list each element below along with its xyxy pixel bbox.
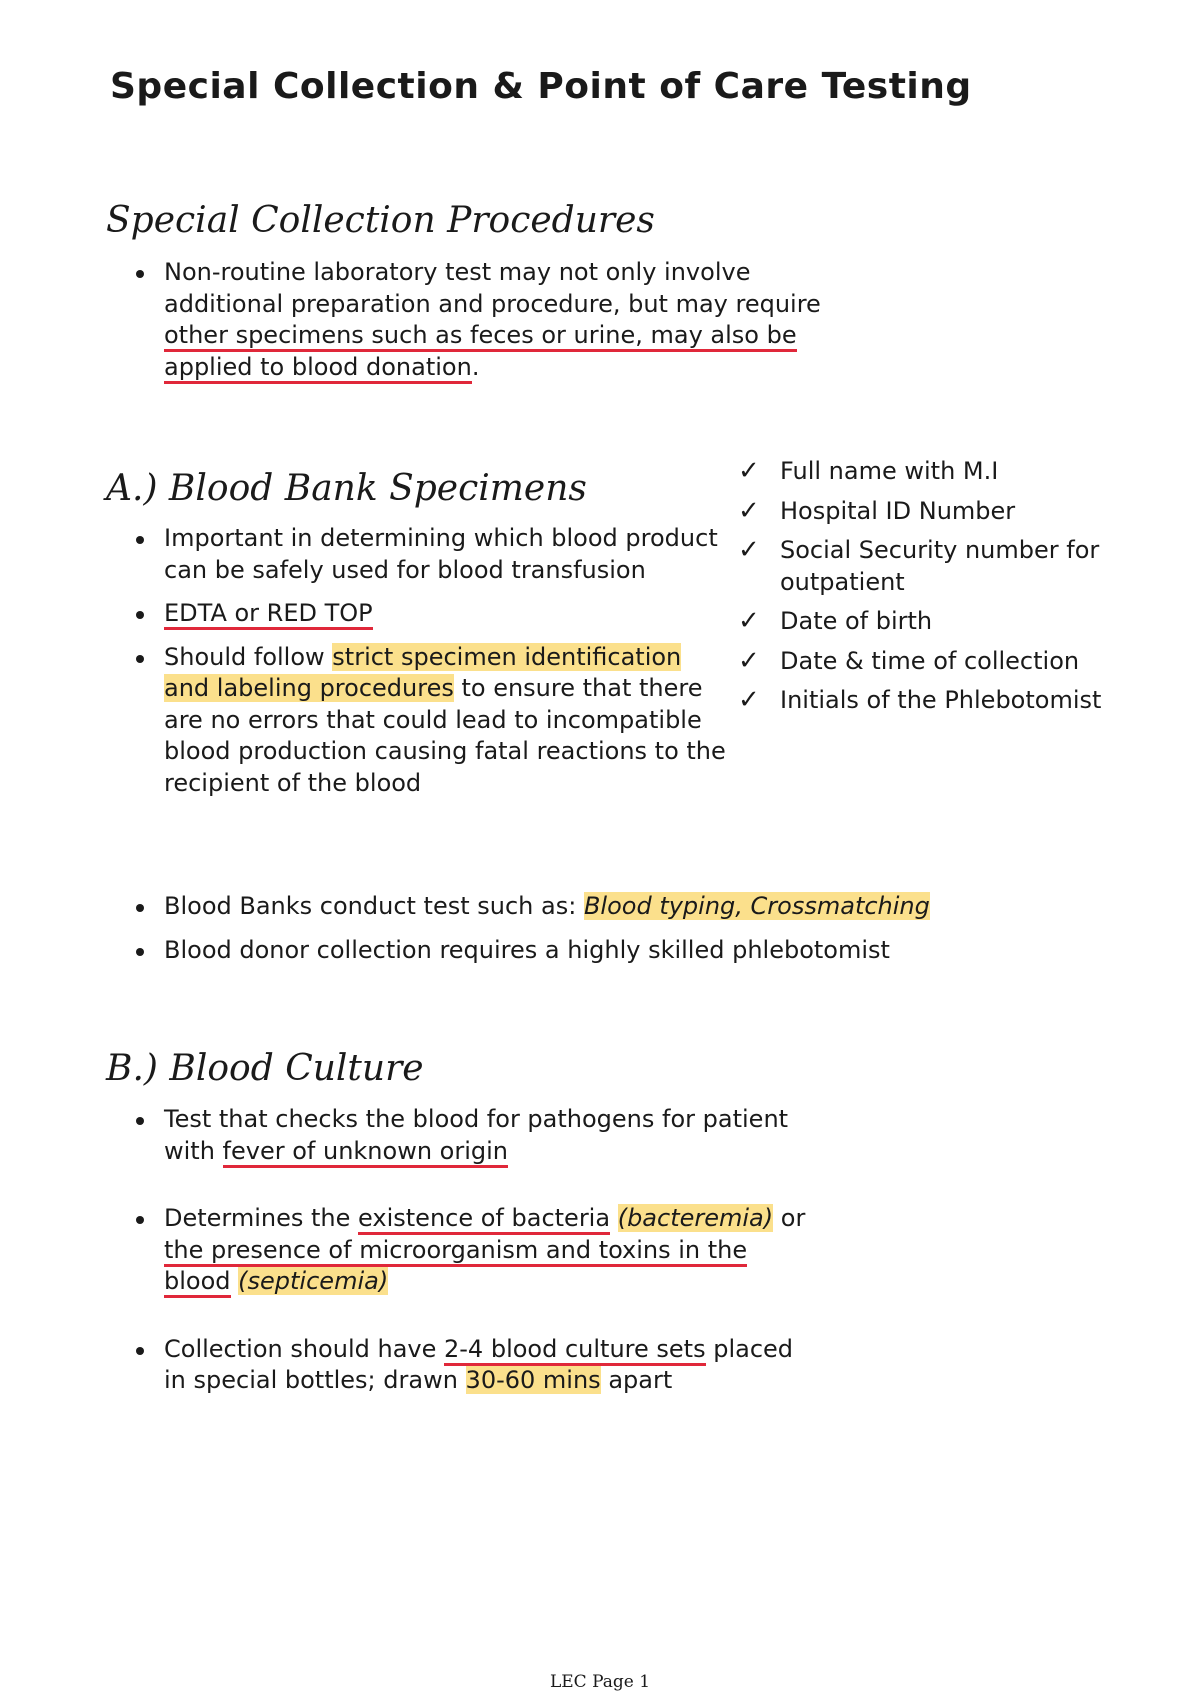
bullet-text bbox=[231, 1267, 239, 1295]
bullet-text: Should follow bbox=[164, 642, 333, 671]
checklist-item bbox=[738, 685, 1158, 717]
blood-bank-list bbox=[133, 523, 733, 799]
section-heading-blood-culture: B.) Blood Culture bbox=[106, 1048, 424, 1089]
list-item bbox=[133, 598, 733, 630]
highlighted-text: 30-60 mins bbox=[465, 1366, 601, 1394]
bullet-text: Collection should have bbox=[164, 1334, 444, 1363]
checklist-text: Social Security number for outpatient bbox=[780, 536, 1100, 596]
bullet-text: or bbox=[773, 1204, 806, 1232]
underlined-text: other specimens such as feces or urine, may also be applied to blood donation bbox=[164, 321, 797, 384]
bullet-text: Determines the bbox=[164, 1204, 359, 1232]
list-item bbox=[133, 1334, 813, 1397]
highlighted-text: Blood typing, Crossmatching bbox=[583, 892, 930, 920]
blood-culture-list bbox=[133, 1104, 813, 1397]
underlined-text: EDTA or RED TOP bbox=[164, 599, 373, 630]
checklist-item bbox=[738, 456, 1158, 488]
list-item bbox=[133, 257, 853, 383]
checklist-text: Full name with M.I bbox=[780, 457, 999, 485]
check-icon: ✓ bbox=[738, 645, 760, 676]
list-item: Important in determining which blood product can be safely used for blood transfusion bbox=[133, 523, 733, 586]
bullet-text: apart bbox=[600, 1366, 673, 1394]
list-item bbox=[133, 642, 733, 800]
list-item: Blood donor collection requires a highly skilled phlebotomist bbox=[133, 935, 1033, 967]
section-heading-blood-bank: A.) Blood Bank Specimens bbox=[106, 468, 587, 509]
bullet-text: Test that checks the blood for pathogens for patient with bbox=[164, 1105, 789, 1165]
blood-bank-checklist bbox=[738, 456, 1158, 725]
checklist-item bbox=[738, 606, 1158, 638]
list-item bbox=[133, 1203, 813, 1298]
list-item bbox=[133, 891, 1033, 923]
bullet-text: . bbox=[471, 352, 480, 381]
blood-bank-list-continued bbox=[133, 891, 1033, 978]
underlined-text: 2-4 blood culture sets bbox=[444, 1335, 706, 1366]
highlighted-text: (bacteremia) bbox=[617, 1204, 774, 1232]
check-icon: ✓ bbox=[738, 606, 760, 636]
underlined-text: existence of bacteria bbox=[358, 1204, 610, 1235]
checklist-text: Date & time of collection bbox=[780, 646, 1080, 675]
page-footer: LEC Page 1 bbox=[549, 1672, 651, 1692]
section-heading-special-collection: Special Collection Procedures bbox=[106, 200, 655, 241]
bullet-text: Blood Banks conduct test such as: bbox=[164, 892, 584, 920]
list-item bbox=[133, 1104, 813, 1167]
underlined-text: the presence of microorganism and toxins in the blood bbox=[164, 1236, 747, 1299]
checklist-text: Date of birth bbox=[780, 607, 933, 635]
check-icon: ✓ bbox=[738, 685, 760, 715]
checklist-item bbox=[738, 646, 1158, 678]
special-collection-list bbox=[133, 257, 853, 383]
bullet-text: Non-routine laboratory test may not only involve additional preparation and procedure, but may require bbox=[164, 258, 821, 318]
highlighted-text: (septicemia) bbox=[238, 1267, 389, 1295]
check-icon: ✓ bbox=[738, 535, 760, 565]
checklist-item bbox=[738, 535, 1158, 598]
bullet-text: placed in special bottles; drawn bbox=[164, 1334, 794, 1394]
underlined-text: fever of unknown origin bbox=[223, 1137, 508, 1168]
checklist-text: Hospital ID Number bbox=[780, 496, 1016, 525]
page-title: Special Collection & Point of Care Testing bbox=[110, 66, 972, 107]
bullet-text: to ensure that there are no errors that could lead to incompatible blood production causing fatal reactions to the recipient of the blood bbox=[164, 674, 726, 797]
check-icon: ✓ bbox=[738, 456, 760, 486]
check-icon: ✓ bbox=[738, 495, 760, 526]
checklist-item bbox=[738, 496, 1158, 528]
highlighted-text: strict specimen identification and labeling procedures bbox=[164, 642, 682, 702]
checklist-text: Initials of the Phlebotomist bbox=[780, 686, 1102, 714]
